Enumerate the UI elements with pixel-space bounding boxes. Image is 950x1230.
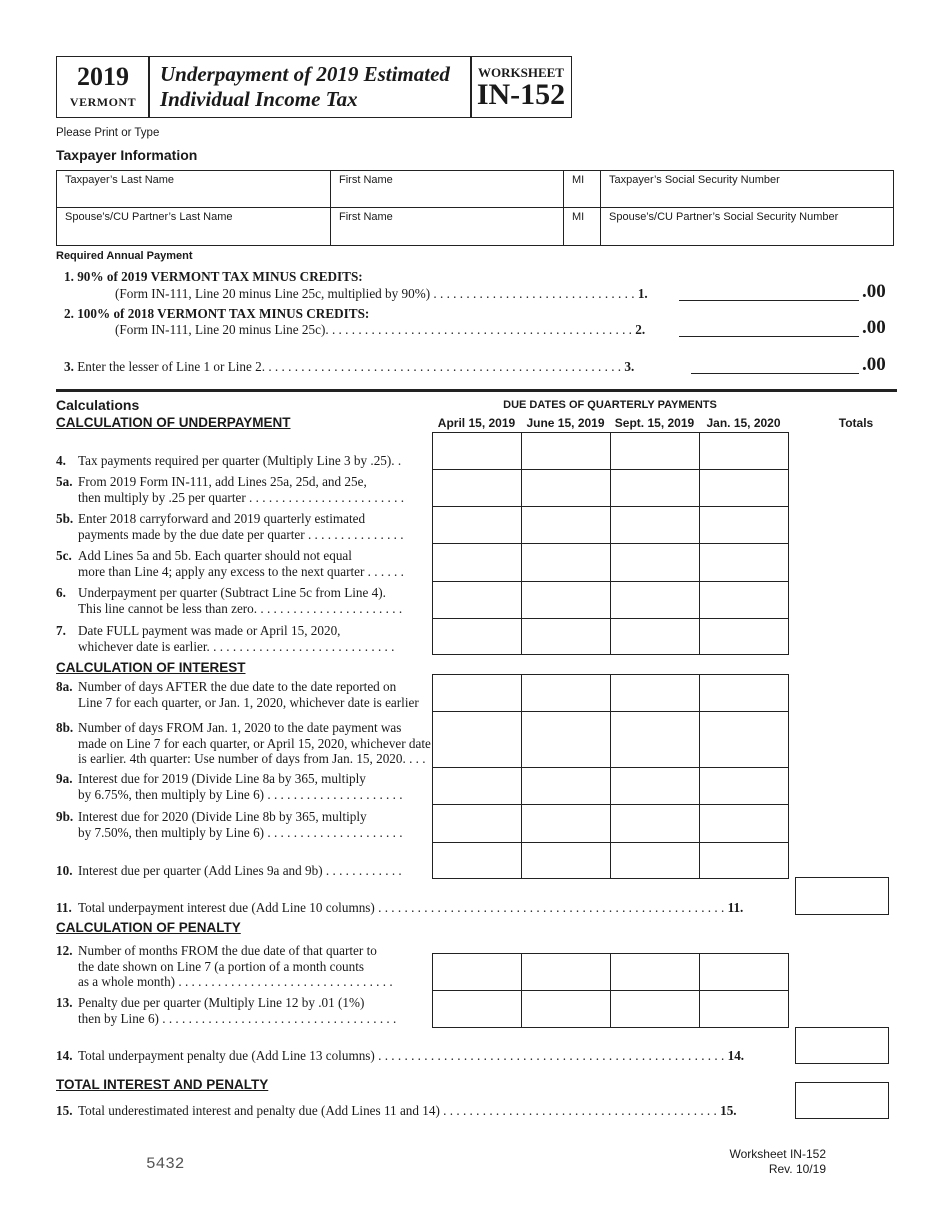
line8b	[56, 720, 431, 767]
line3-ref: 3.	[624, 359, 635, 374]
underpayment-line6-q3-cell[interactable]	[610, 581, 700, 619]
penalty-line12-q1-cell[interactable]	[432, 953, 522, 991]
line8a-number: 8a.	[56, 679, 73, 694]
interest-line9b-q3-cell[interactable]	[610, 804, 700, 843]
interest-line9a-q3-cell[interactable]	[610, 767, 700, 805]
line14-total-field[interactable]	[795, 1027, 889, 1064]
total-interest-penalty-title: TOTAL INTEREST AND PENALTY	[56, 1077, 269, 1092]
line8a-text1: Number of days AFTER the due date to the date reported on	[78, 679, 397, 694]
line5a-text2: then multiply by .25 per quarter . . . . . . . . . . . . . . . . . . . . . . . .	[78, 489, 404, 505]
line11-total-field[interactable]	[795, 877, 889, 915]
underpayment-line5c-q2-cell[interactable]	[521, 543, 611, 582]
line14-number: 14.	[56, 1048, 73, 1063]
penalty-line12-q4-cell[interactable]	[699, 953, 789, 991]
line5c	[56, 548, 404, 579]
line15	[56, 1103, 737, 1119]
interest-line8a-q1-cell[interactable]	[432, 674, 522, 712]
underpayment-line4-q1-cell[interactable]	[432, 432, 522, 470]
line3-description: Enter the lesser of Line 1 or Line 2. . . . . . . . . . . . . . . . . . . . . . . . . . . . . . . . . . . . . . . . . . . . . . . . . . . . . . .	[77, 359, 622, 374]
interest-line9b-q1-cell[interactable]	[432, 804, 522, 843]
spouse-last-name-field[interactable]	[56, 207, 331, 246]
interest-line10-q1-cell[interactable]	[432, 842, 522, 879]
line7-text1: Date FULL payment was made or April 15, 2020,	[78, 623, 341, 638]
underpayment-title: CALCULATION OF UNDERPAYMENT	[56, 415, 291, 430]
line14-ref: 14.	[727, 1048, 745, 1063]
line11-text: Total underpayment interest due (Add Line 10 columns) . . . . . . . . . . . . . . . . . . . . . . . . . . . . . . . . . . . . . . . . . . . . . . . . . . . . .	[78, 900, 725, 915]
line10-text: Interest due per quarter (Add Lines 9a and 9b) . . . . . . . . . . . .	[78, 863, 402, 878]
spouse-ssn-field[interactable]	[600, 207, 894, 246]
spouse-mi-field[interactable]	[563, 207, 601, 246]
line11-number: 11.	[56, 900, 72, 915]
line4-number: 4.	[56, 453, 66, 468]
line3-amount-field[interactable]	[691, 373, 859, 374]
line12-text2: the date shown on Line 7 (a portion of a month counts	[78, 958, 365, 974]
interest-line8b-q1-cell[interactable]	[432, 711, 522, 768]
line1-cents: .00	[862, 281, 886, 302]
line5b-text1: Enter 2018 carryforward and 2019 quarterly estimated	[78, 511, 366, 526]
line12-text3: as a whole month) . . . . . . . . . . . . . . . . . . . . . . . . . . . . . . . . .	[78, 974, 393, 989]
form-year: 2019	[77, 62, 129, 91]
interest-line8a-q4-cell[interactable]	[699, 674, 789, 712]
penalty-line13-q1-cell[interactable]	[432, 990, 522, 1028]
interest-line9a-q4-cell[interactable]	[699, 767, 789, 805]
line6	[56, 585, 402, 616]
line13-text1: Penalty due per quarter (Multiply Line 12 by .01 (1%)	[78, 995, 365, 1010]
line1-title: 90% of 2019 VERMONT TAX MINUS CREDITS:	[77, 269, 363, 284]
penalty-line13-q4-cell[interactable]	[699, 990, 789, 1028]
form-title-line2: Individual Income Tax	[160, 87, 358, 111]
line15-number: 15.	[56, 1103, 73, 1118]
line1-ref: 1.	[637, 286, 648, 301]
line14	[56, 1048, 744, 1064]
footer-rev: Rev. 10/19	[768, 1162, 826, 1176]
spouse-first-name-field[interactable]	[330, 207, 564, 246]
form-title-line1: Underpayment of 2019 Estimated	[160, 62, 450, 86]
line7	[56, 623, 394, 654]
line11	[56, 900, 743, 916]
line8b-text3: is earlier. 4th quarter: Use number of days from Jan. 15, 2020. . . .	[78, 751, 426, 766]
underpayment-line4-q3-cell[interactable]	[610, 432, 700, 470]
penalty-title: CALCULATION OF PENALTY	[56, 920, 241, 935]
line2-cents: .00	[862, 317, 886, 338]
line10	[56, 863, 402, 879]
interest-line9b-q4-cell[interactable]	[699, 804, 789, 843]
line5b-number: 5b.	[56, 511, 74, 526]
line6-text2: This line cannot be less than zero. . . . . . . . . . . . . . . . . . . . . . .	[78, 600, 403, 616]
interest-title: CALCULATION OF INTEREST	[56, 660, 246, 675]
worksheet-number: IN-152	[476, 78, 566, 111]
line13-text2: then by Line 6) . . . . . . . . . . . . . . . . . . . . . . . . . . . . . . . . . . . .	[78, 1010, 397, 1026]
interest-line10-q4-cell[interactable]	[699, 842, 789, 879]
underpayment-line7-q1-cell[interactable]	[432, 618, 522, 655]
col-header-q1: April 15, 2019	[437, 416, 516, 430]
footer-worksheet: Worksheet IN-152	[729, 1147, 826, 1161]
interest-line10-q3-cell[interactable]	[610, 842, 700, 879]
underpayment-line5c-q1-cell[interactable]	[432, 543, 522, 582]
interest-line8b-q3-cell[interactable]	[610, 711, 700, 768]
line2-description: (Form IN-111, Line 20 minus Line 25c). . . . . . . . . . . . . . . . . . . . . . . . . . . . . . . . . . . . . . . . . . . . . . .	[115, 322, 632, 337]
mi-field[interactable]	[563, 170, 601, 208]
underpayment-line5c-q4-cell[interactable]	[699, 543, 789, 582]
line15-ref: 15.	[720, 1103, 737, 1118]
last-name-field[interactable]	[56, 170, 331, 208]
line2-amount-field[interactable]	[679, 336, 859, 337]
line12-text1: Number of months FROM the due date of that quarter to	[78, 943, 377, 958]
line15-text: Total underestimated interest and penalty due (Add Lines 11 and 14) . . . . . . . . . . . . . . . . . . . . . . . . . . . . . . . . . . . . . . . . . .	[78, 1103, 717, 1118]
line9b-text2: by 7.50%, then multiply by Line 6) . . . . . . . . . . . . . . . . . . . . .	[78, 824, 403, 840]
col-header-totals: Totals	[838, 416, 874, 430]
form-code: 5432	[146, 1155, 185, 1173]
line8a	[56, 679, 419, 710]
underpayment-line6-q2-cell[interactable]	[521, 581, 611, 619]
line9b-number: 9b.	[56, 809, 74, 824]
underpayment-line5a-q3-cell[interactable]	[610, 469, 700, 507]
line5a-number: 5a.	[56, 474, 73, 489]
line13	[56, 995, 396, 1026]
line3-cents: .00	[862, 354, 886, 375]
underpayment-line5b-q4-cell[interactable]	[699, 506, 789, 544]
first-name-field[interactable]	[330, 170, 564, 208]
line5b-text2: payments made by the due date per quarter . . . . . . . . . . . . . . .	[78, 526, 404, 542]
worksheet-label: WORKSHEET	[478, 65, 564, 80]
line8b-text2: made on Line 7 for each quarter, or April 15, 2020, whichever date	[78, 735, 431, 751]
line3-number: 3.	[64, 359, 74, 374]
line4-text: Tax payments required per quarter (Multiply Line 3 by .25). .	[78, 453, 402, 468]
interest-line9b-q2-cell[interactable]	[521, 804, 611, 843]
ssn-field[interactable]	[600, 170, 894, 208]
spouse-mi-label: MI	[572, 211, 585, 223]
spouse-ssn-label: Spouse’s/CU Partner’s Social Security Number	[609, 211, 839, 223]
first-name-label: First Name	[339, 174, 393, 186]
line6-text1: Underpayment per quarter (Subtract Line 5c from Line 4).	[78, 585, 386, 600]
penalty-line13-q2-cell[interactable]	[521, 990, 611, 1028]
section-divider	[56, 389, 897, 392]
line9a-text1: Interest due for 2019 (Divide Line 8a by 365, multiply	[78, 771, 366, 786]
underpayment-line6-q1-cell[interactable]	[432, 581, 522, 619]
print-note: Please Print or Type	[56, 127, 160, 139]
underpayment-line4-q4-cell[interactable]	[699, 432, 789, 470]
col-header-q3: Sept. 15, 2019	[614, 416, 695, 430]
penalty-line12-q3-cell[interactable]	[610, 953, 700, 991]
taxpayer-section-title: Taxpayer Information	[56, 147, 198, 163]
required-annual-payment-title: Required Annual Payment	[56, 250, 193, 262]
line1-number: 1.	[64, 269, 74, 284]
line9a-text2: by 6.75%, then multiply by Line 6) . . . . . . . . . . . . . . . . . . . . .	[78, 786, 403, 802]
line2-title: 100% of 2018 VERMONT TAX MINUS CREDITS:	[77, 306, 370, 321]
interest-line8b-q2-cell[interactable]	[521, 711, 611, 768]
line14-text: Total underpayment penalty due (Add Line 13 columns) . . . . . . . . . . . . . . . . . . . . . . . . . . . . . . . . . . . . . . . . . . . . . . . . . . . . .	[78, 1048, 725, 1063]
penalty-line12-q2-cell[interactable]	[521, 953, 611, 991]
line5a-text1: From 2019 Form IN-111, add Lines 25a, 25d, and 25e,	[78, 474, 367, 489]
col-header-q2: June 15, 2019	[526, 416, 605, 430]
interest-line8b-q4-cell[interactable]	[699, 711, 789, 768]
line6-number: 6.	[56, 585, 66, 600]
line11-ref: 11.	[727, 900, 744, 915]
line9b	[56, 809, 403, 840]
interest-line9a-q2-cell[interactable]	[521, 767, 611, 805]
line5c-number: 5c.	[56, 548, 72, 563]
line5c-text2: more than Line 4; apply any excess to the next quarter . . . . . .	[78, 563, 404, 579]
underpayment-line7-q3-cell[interactable]	[610, 618, 700, 655]
line12	[56, 943, 393, 990]
line9a	[56, 771, 403, 802]
line8b-number: 8b.	[56, 720, 74, 735]
interest-line8a-q3-cell[interactable]	[610, 674, 700, 712]
spouse-first-name-label: First Name	[339, 211, 393, 223]
underpayment-line7-q2-cell[interactable]	[521, 618, 611, 655]
line15-total-field[interactable]	[795, 1082, 889, 1119]
interest-line9a-q1-cell[interactable]	[432, 767, 522, 805]
underpayment-line7-q4-cell[interactable]	[699, 618, 789, 655]
underpayment-line4-q2-cell[interactable]	[521, 432, 611, 470]
line7-text2: whichever date is earlier. . . . . . . . . . . . . . . . . . . . . . . . . . . . .	[78, 638, 395, 654]
ssn-label: Taxpayer’s Social Security Number	[609, 174, 780, 186]
underpayment-line5b-q3-cell[interactable]	[610, 506, 700, 544]
col-header-q4: Jan. 15, 2020	[706, 416, 781, 430]
interest-line10-q2-cell[interactable]	[521, 842, 611, 879]
underpayment-line5a-q1-cell[interactable]	[432, 469, 522, 507]
spouse-last-name-label: Spouse’s/CU Partner’s Last Name	[65, 211, 233, 223]
line9b-text1: Interest due for 2020 (Divide Line 8b by 365, multiply	[78, 809, 367, 824]
line5b	[56, 511, 404, 542]
penalty-line13-q3-cell[interactable]	[610, 990, 700, 1028]
line5c-text1: Add Lines 5a and 5b. Each quarter should not equal	[78, 548, 352, 563]
line1-description: (Form IN-111, Line 20 minus Line 25c, multiplied by 90%) . . . . . . . . . . . . . . . . . . . . . . . . . . . . . . .	[115, 286, 635, 301]
underpayment-line5c-q3-cell[interactable]	[610, 543, 700, 582]
line12-number: 12.	[56, 943, 73, 958]
underpayment-line5b-q2-cell[interactable]	[521, 506, 611, 544]
line10-number: 10.	[56, 863, 73, 878]
underpayment-line5a-q2-cell[interactable]	[521, 469, 611, 507]
line9a-number: 9a.	[56, 771, 73, 786]
line7-number: 7.	[56, 623, 66, 638]
line2-number: 2.	[64, 306, 74, 321]
line1-amount-field[interactable]	[679, 300, 859, 301]
line4	[56, 453, 401, 469]
calculations-title: Calculations	[56, 397, 140, 413]
mi-label: MI	[572, 174, 585, 186]
underpayment-line5b-q1-cell[interactable]	[432, 506, 522, 544]
line8a-text2: Line 7 for each quarter, or Jan. 1, 2020, whichever date is earlier	[78, 694, 419, 710]
line8b-text1: Number of days FROM Jan. 1, 2020 to the date payment was	[78, 720, 402, 735]
last-name-label: Taxpayer’s Last Name	[65, 174, 175, 186]
line13-number: 13.	[56, 995, 73, 1010]
line5a	[56, 474, 404, 505]
line2-ref: 2.	[635, 322, 646, 337]
form-state: VERMONT	[69, 95, 137, 109]
underpayment-line6-q4-cell[interactable]	[699, 581, 789, 619]
due-dates-title: DUE DATES OF QUARTERLY PAYMENTS	[503, 399, 717, 411]
interest-line8a-q2-cell[interactable]	[521, 674, 611, 712]
underpayment-line5a-q4-cell[interactable]	[699, 469, 789, 507]
